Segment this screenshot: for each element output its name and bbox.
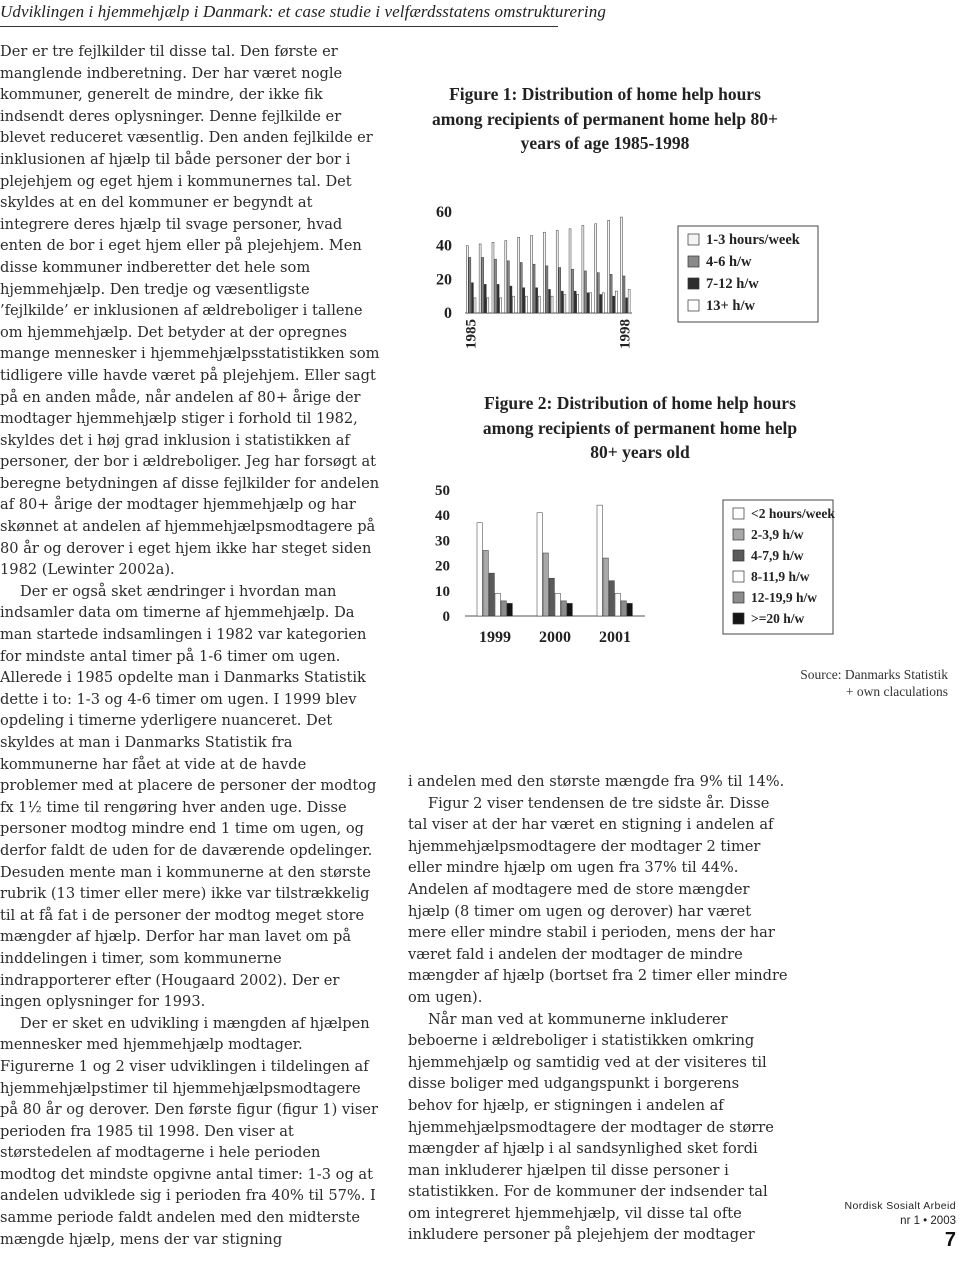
bar <box>615 593 620 616</box>
bar <box>564 294 566 313</box>
source-line: Source: Danmarks Statistik <box>800 667 948 682</box>
y-tick-label: 30 <box>435 533 450 550</box>
legend-swatch <box>688 256 699 267</box>
bar <box>582 225 584 313</box>
bar <box>518 237 520 313</box>
legend-swatch <box>688 300 699 311</box>
bar <box>520 263 522 314</box>
bar <box>482 257 484 313</box>
bar <box>549 289 551 313</box>
bar <box>577 294 579 313</box>
bar <box>507 261 509 313</box>
bar <box>466 246 468 313</box>
bar <box>537 513 542 616</box>
x-tick-label: 1999 <box>479 629 511 646</box>
y-tick-label: 10 <box>435 583 450 600</box>
source-line: + own claculations <box>845 684 948 699</box>
bar <box>474 298 476 313</box>
bar <box>479 244 481 313</box>
legend-swatch <box>688 234 699 245</box>
paragraph: Når man ved at kommunerne inkluderer beboerne i ældreboliger i statistikken omkring hjemmehjælp og samtidig ved at der visiteres til disse boliger med udgangspunkt i borgerens behov for hjælp, er stigningen i andelen af hjemmehjælpsmodtagere der modtager de større mængder af hjælp i al sandsynlighed sket fordi man inkluderer hjælpen til disse personer i statistikken. For de kommuner der indsender tal om integreret hjemmehjælp, vil disse tal ofte inkludere personer på plejehjem der modtager <box>408 1010 774 1244</box>
bar <box>484 284 486 313</box>
bar <box>495 593 500 616</box>
bar <box>551 296 553 313</box>
bar <box>507 603 512 616</box>
bar <box>587 293 589 313</box>
bar <box>501 601 506 616</box>
page-number: 7 <box>944 1229 956 1251</box>
x-tick-label: 1998 <box>617 319 634 349</box>
bar <box>543 553 548 616</box>
bar <box>531 236 533 313</box>
paragraph: Der er sket en udvikling i mængden af hjælpen mennesker med hjemmehjælp modtager. Figurerne 1 og 2 viser udviklingen i tildelingen af hjemmehjælpstimer til hjemmehjælpsmodtagere på 80 år og derover. Den første figur (figur 1) viser perioden fra 1985 til 1998. Den viser at størstedelen af modtagerne i hele perioden modtog det mindste opgivne antal timer: 1-3 og at andelen udviklede sig i perioden fra 40% til 57%. I samme periode faldt andelen med den midterste mængde hjælp, mens der var stigning <box>0 1014 378 1248</box>
y-tick-label: 20 <box>436 271 452 289</box>
paragraph: Der er tre fejlkilder til disse tal. Den første er manglende indberetning. Der har været nogle kommuner, generelt de mindre, der ikke fik indsendt deres oplysninger. Denne fejlkilde er blevet reduceret væsentlig. Den anden fejlkilde er inklusionen af hjælp til både personer der bor i plejehjem og eget hjem i kommunernes tal. Det skyldes at en del kommuner er begyndt at integrere deres hjælp til svage personer, hvad enten de bor i eget hjem eller på plejehjem. Men disse kommuner indberetter det hele som hjemmehjælp. Den tredje og væsentligste ’fejlkilde’ er inklusionen af ældreboliger i tallene om hjemmehjælp. Det betyder at der opregnes mange mennesker i hjemmehjælpsstatistikken som tidligere ville havde været på plejehjem. Eller sagt på en anden måde, når andelen af 80+ årige der modtager hjemmehjælp stiger i forhold til 1982, skyldes det i høj grad inklusion i statistikken af personer, der bor i ældreboliger. Jeg har forsøgt at beregne betydningen af disse fejlkilder for andelen af 80+ årige der modtager hjemmehjælp og har skønnet at andelen af hjemmehjælpsmodtagere på 80 år og derover i eget hjem ikke har steget siden 1982 (Lewinter 2002a). <box>0 43 380 579</box>
y-tick-label: 20 <box>435 558 450 575</box>
legend-label: 4-7,9 h/w <box>751 548 804 563</box>
bar <box>621 601 626 616</box>
y-tick-label: 0 <box>444 305 452 322</box>
paragraph: Der er også sket ændringer i hvordan man indsamler data om timerne af hjemmehjælp. Da man startede indsamlingen i 1982 var kategorien for mindste antal timer på 1-6 timer om ugen. Allerede i 1985 opdelte man i Danmarks Statistik dette i to: 1-3 og 4-6 timer om ugen. I 1999 blev opdeling i timerne yderligere nuanceret. Det skyldes at man i Danmarks Statistik fra kommunerne har fået at vide at de havde problemer med at placere de personer der modtog fx 1½ time til rengøring hver anden uge. Disse personer modtog mindre end 1 time om ugen, og derfor faldt de uden for de daværende opdelinger. Desuden mente man i kommunerne at den største rubrik (13 timer eller mere) ikke var tilstrækkelig til at få fat i de personer der modtog meget store mængder af hjælp. Derfor har man lavet om på inddelingen i timer, som kommunerne indrapporterer efter (Hougaard 2002). Der er ingen oplysninger for 1993. <box>0 582 377 1011</box>
bar <box>597 505 602 616</box>
legend-swatch <box>733 613 744 624</box>
bar <box>569 229 571 313</box>
y-tick-label: 60 <box>436 204 452 221</box>
bar <box>487 298 489 313</box>
paragraph: Figur 2 viser tendensen de tre sidste år. Disse tal viser at der har været en stigning i andelen af hjemmehjælpsmodtagere der modtager 2 timer eller mindre hjælp om ugen fra 37% til 44%. Andelen af modtagere med de store mængder hjælp (8 timer om ugen og derover) har været mere eller mindre stabil i perioden, mens der har været fald i andelen der modtager de mindre mængder af hjælp (bortset fra 2 timer eller mindre om ugen). <box>408 794 788 1006</box>
bar <box>626 298 628 313</box>
bar <box>492 242 494 313</box>
bar <box>556 231 558 313</box>
legend-label: 2-3,9 h/w <box>751 527 804 542</box>
legend-swatch <box>688 278 699 289</box>
source-note <box>728 666 948 700</box>
bar <box>567 603 572 616</box>
left-column <box>0 41 380 1250</box>
right-column <box>408 771 788 1246</box>
legend-swatch <box>733 571 744 582</box>
bar <box>546 266 548 313</box>
y-tick-label: 0 <box>442 609 450 625</box>
bar <box>615 291 617 313</box>
figure1-chart <box>420 190 820 370</box>
journal-name: Nordisk Sosialt Arbeid <box>844 1200 956 1212</box>
bar <box>584 271 586 313</box>
bar <box>561 291 563 313</box>
bar <box>628 289 630 313</box>
legend-label: 12-19,9 h/w <box>751 590 818 605</box>
bar <box>613 296 615 313</box>
bar <box>477 523 482 616</box>
bar <box>513 296 515 313</box>
bar <box>609 581 614 616</box>
x-tick-label: 2001 <box>599 629 631 646</box>
bar <box>608 220 610 313</box>
legend-label: 13+ h/w <box>706 298 755 314</box>
legend-label: 7-12 h/w <box>706 276 759 292</box>
legend-label: <2 hours/week <box>751 506 835 521</box>
legend-swatch <box>733 508 744 519</box>
bar <box>610 274 612 313</box>
bar <box>525 296 527 313</box>
x-tick-label: 1985 <box>463 319 480 349</box>
bar <box>561 601 566 616</box>
page-footer <box>756 1200 956 1252</box>
running-title: Udviklingen i hjemmehjælp i Danmark: et case studie i velfærdsstatens omstrukturering <box>0 2 606 21</box>
bar <box>602 293 604 313</box>
bar <box>495 259 497 313</box>
bar <box>536 288 538 313</box>
bar <box>595 224 597 313</box>
figure1-title: Figure 1: Distribution of home help hours among recipients of permanent home help 80+ years of age 1985-1998 <box>431 84 779 153</box>
bar <box>603 558 608 616</box>
bar <box>497 284 499 313</box>
bar <box>500 298 502 313</box>
bar <box>510 286 512 313</box>
bar <box>549 578 554 616</box>
bar <box>597 273 599 313</box>
legend-label: >=20 h/w <box>751 611 805 626</box>
bar <box>483 550 488 616</box>
legend-label: 4-6 h/w <box>706 254 752 270</box>
bar <box>469 257 471 313</box>
bar <box>543 232 545 313</box>
bar <box>538 296 540 313</box>
bar <box>559 268 561 313</box>
bar <box>555 593 560 616</box>
figure2-chart <box>420 478 840 658</box>
legend-swatch <box>733 592 744 603</box>
y-tick-label: 50 <box>435 483 450 499</box>
issue-number: nr 1 • 2003 <box>900 1215 956 1227</box>
bar <box>489 573 494 616</box>
bar <box>590 293 592 313</box>
bar <box>523 288 525 313</box>
paragraph: i andelen med den største mængde fra 9% til 14%. <box>408 773 785 790</box>
y-tick-label: 40 <box>436 237 452 255</box>
y-tick-label: 40 <box>435 508 450 525</box>
bar <box>505 241 507 313</box>
bar <box>620 217 622 313</box>
bar <box>533 264 535 313</box>
bar <box>471 283 473 313</box>
header-rule <box>0 26 558 27</box>
bar <box>623 276 625 313</box>
legend-label: 1-3 hours/week <box>706 232 800 248</box>
bar <box>574 291 576 313</box>
legend-swatch <box>733 550 744 561</box>
legend-swatch <box>733 529 744 540</box>
legend-label: 8-11,9 h/w <box>751 569 810 584</box>
figure2-title: Figure 2: Distribution of home help hours among recipients of permanent home help 80+ years old <box>482 393 798 462</box>
bar <box>572 269 574 313</box>
bar <box>600 294 602 313</box>
x-tick-label: 2000 <box>539 629 571 646</box>
bar <box>627 603 632 616</box>
